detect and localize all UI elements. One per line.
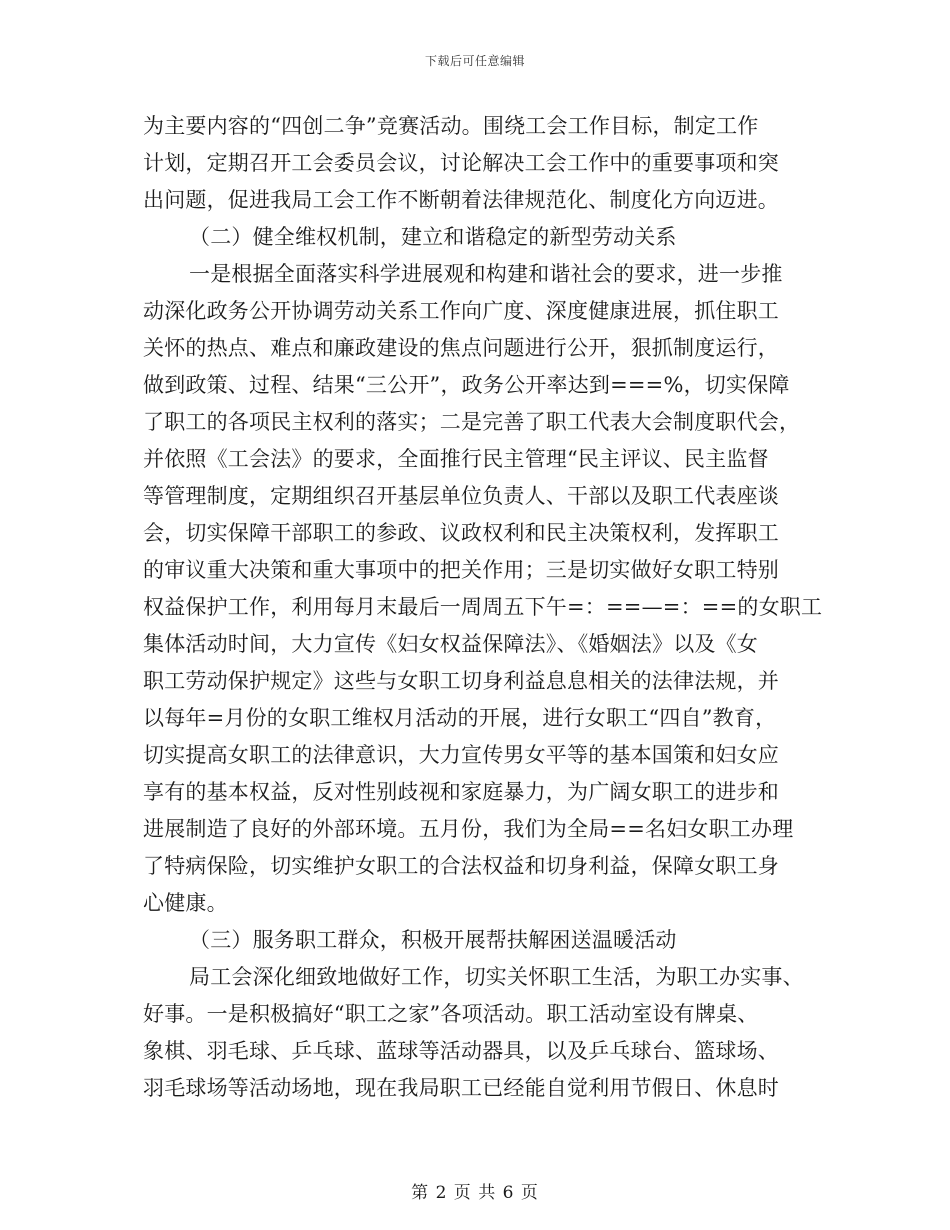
text-line: 心健康。 — [143, 891, 228, 915]
text-line: 并依照《工会法》的要求，全面推行民主管理“民主评议、民主监督 — [143, 447, 769, 471]
text-line: 计划，定期召开工会委员会议，讨论解决工会工作中的重要事项和突 — [143, 151, 779, 175]
text-line: 出问题，促进我局工会工作不断朝着法律规范化、制度化方向迈进。 — [143, 188, 779, 212]
paragraph-start: 一是根据全面落实科学进展观和构建和谐社会的要求，进一步推 — [189, 262, 783, 286]
section-heading-3: （三）服务职工群众，积极开展帮扶解困送温暖活动 — [189, 928, 677, 952]
text-line: 等管理制度，定期组织召开基层单位负责人、干部以及职工代表座谈 — [143, 484, 779, 508]
text-line: 象棋、羽毛球、乒乓球、蓝球等活动器具，以及乒乓球台、篮球场、 — [143, 1039, 779, 1063]
document-body — [143, 108, 823, 1107]
text-line: 进展制造了良好的外部环境。五月份，我们为全局==名妇女职工办理 — [143, 817, 794, 841]
text-line: 为主要内容的“四创二争”竞赛活动。围绕工会工作目标，制定工作 — [143, 114, 759, 138]
text-line: 以每年=月份的女职工维权月活动的开展，进行女职工“四自”教育， — [143, 706, 777, 730]
text-line: 职工劳动保护规定》这些与女职工切身利益息息相关的法律法规，并 — [143, 669, 779, 693]
section-heading-2: （二）健全维权机制，建立和谐稳定的新型劳动关系 — [189, 225, 677, 249]
text-line: 好事。一是积极搞好“职工之家”各项活动。职工活动室设有牌桌、 — [143, 1002, 759, 1026]
text-line: 的审议重大决策和重大事项中的把关作用；三是切实做好女职工特别 — [143, 558, 779, 582]
text-line: 集体活动时间，大力宣传《妇女权益保障法》、《婚姻法》以及《女 — [143, 632, 758, 656]
paragraph-start: 局工会深化细致地做好工作，切实关怀职工生活，为职工办实事、 — [189, 965, 804, 989]
text-line: 关怀的热点、难点和廉政建设的焦点问题进行公开，狠抓制度运行， — [143, 336, 779, 360]
text-line: 会，切实保障干部职工的参政、议政权利和民主决策权利，发挥职工 — [143, 521, 779, 545]
text-line: 做到政策、过程、结果“三公开”，政务公开率达到===%，切实保障 — [143, 373, 790, 397]
page-footer: 第 2 页 共 6 页 — [411, 1183, 539, 1203]
text-line: 了特病保险，切实维护女职工的合法权益和切身利益，保障女职工身 — [143, 854, 779, 878]
page-header: 下载后可任意编辑 — [424, 54, 525, 68]
text-line: 羽毛球场等活动场地，现在我局职工已经能自觉利用节假日、休息时 — [143, 1076, 779, 1100]
text-line: 享有的基本权益，反对性别歧视和家庭暴力，为广阔女职工的进步和 — [143, 780, 779, 804]
text-line: 动深化政务公开协调劳动关系工作向广度、深度健康进展，抓住职工 — [143, 299, 779, 323]
text-line: 了职工的各项民主权利的落实；二是完善了职工代表大会制度职代会， — [143, 410, 801, 434]
text-line: 切实提高女职工的法律意识，大力宣传男女平等的基本国策和妇女应 — [143, 743, 779, 767]
text-line: 权益保护工作，利用每月末最后一周周五下午=：==—=：==的女职工 — [143, 595, 823, 619]
